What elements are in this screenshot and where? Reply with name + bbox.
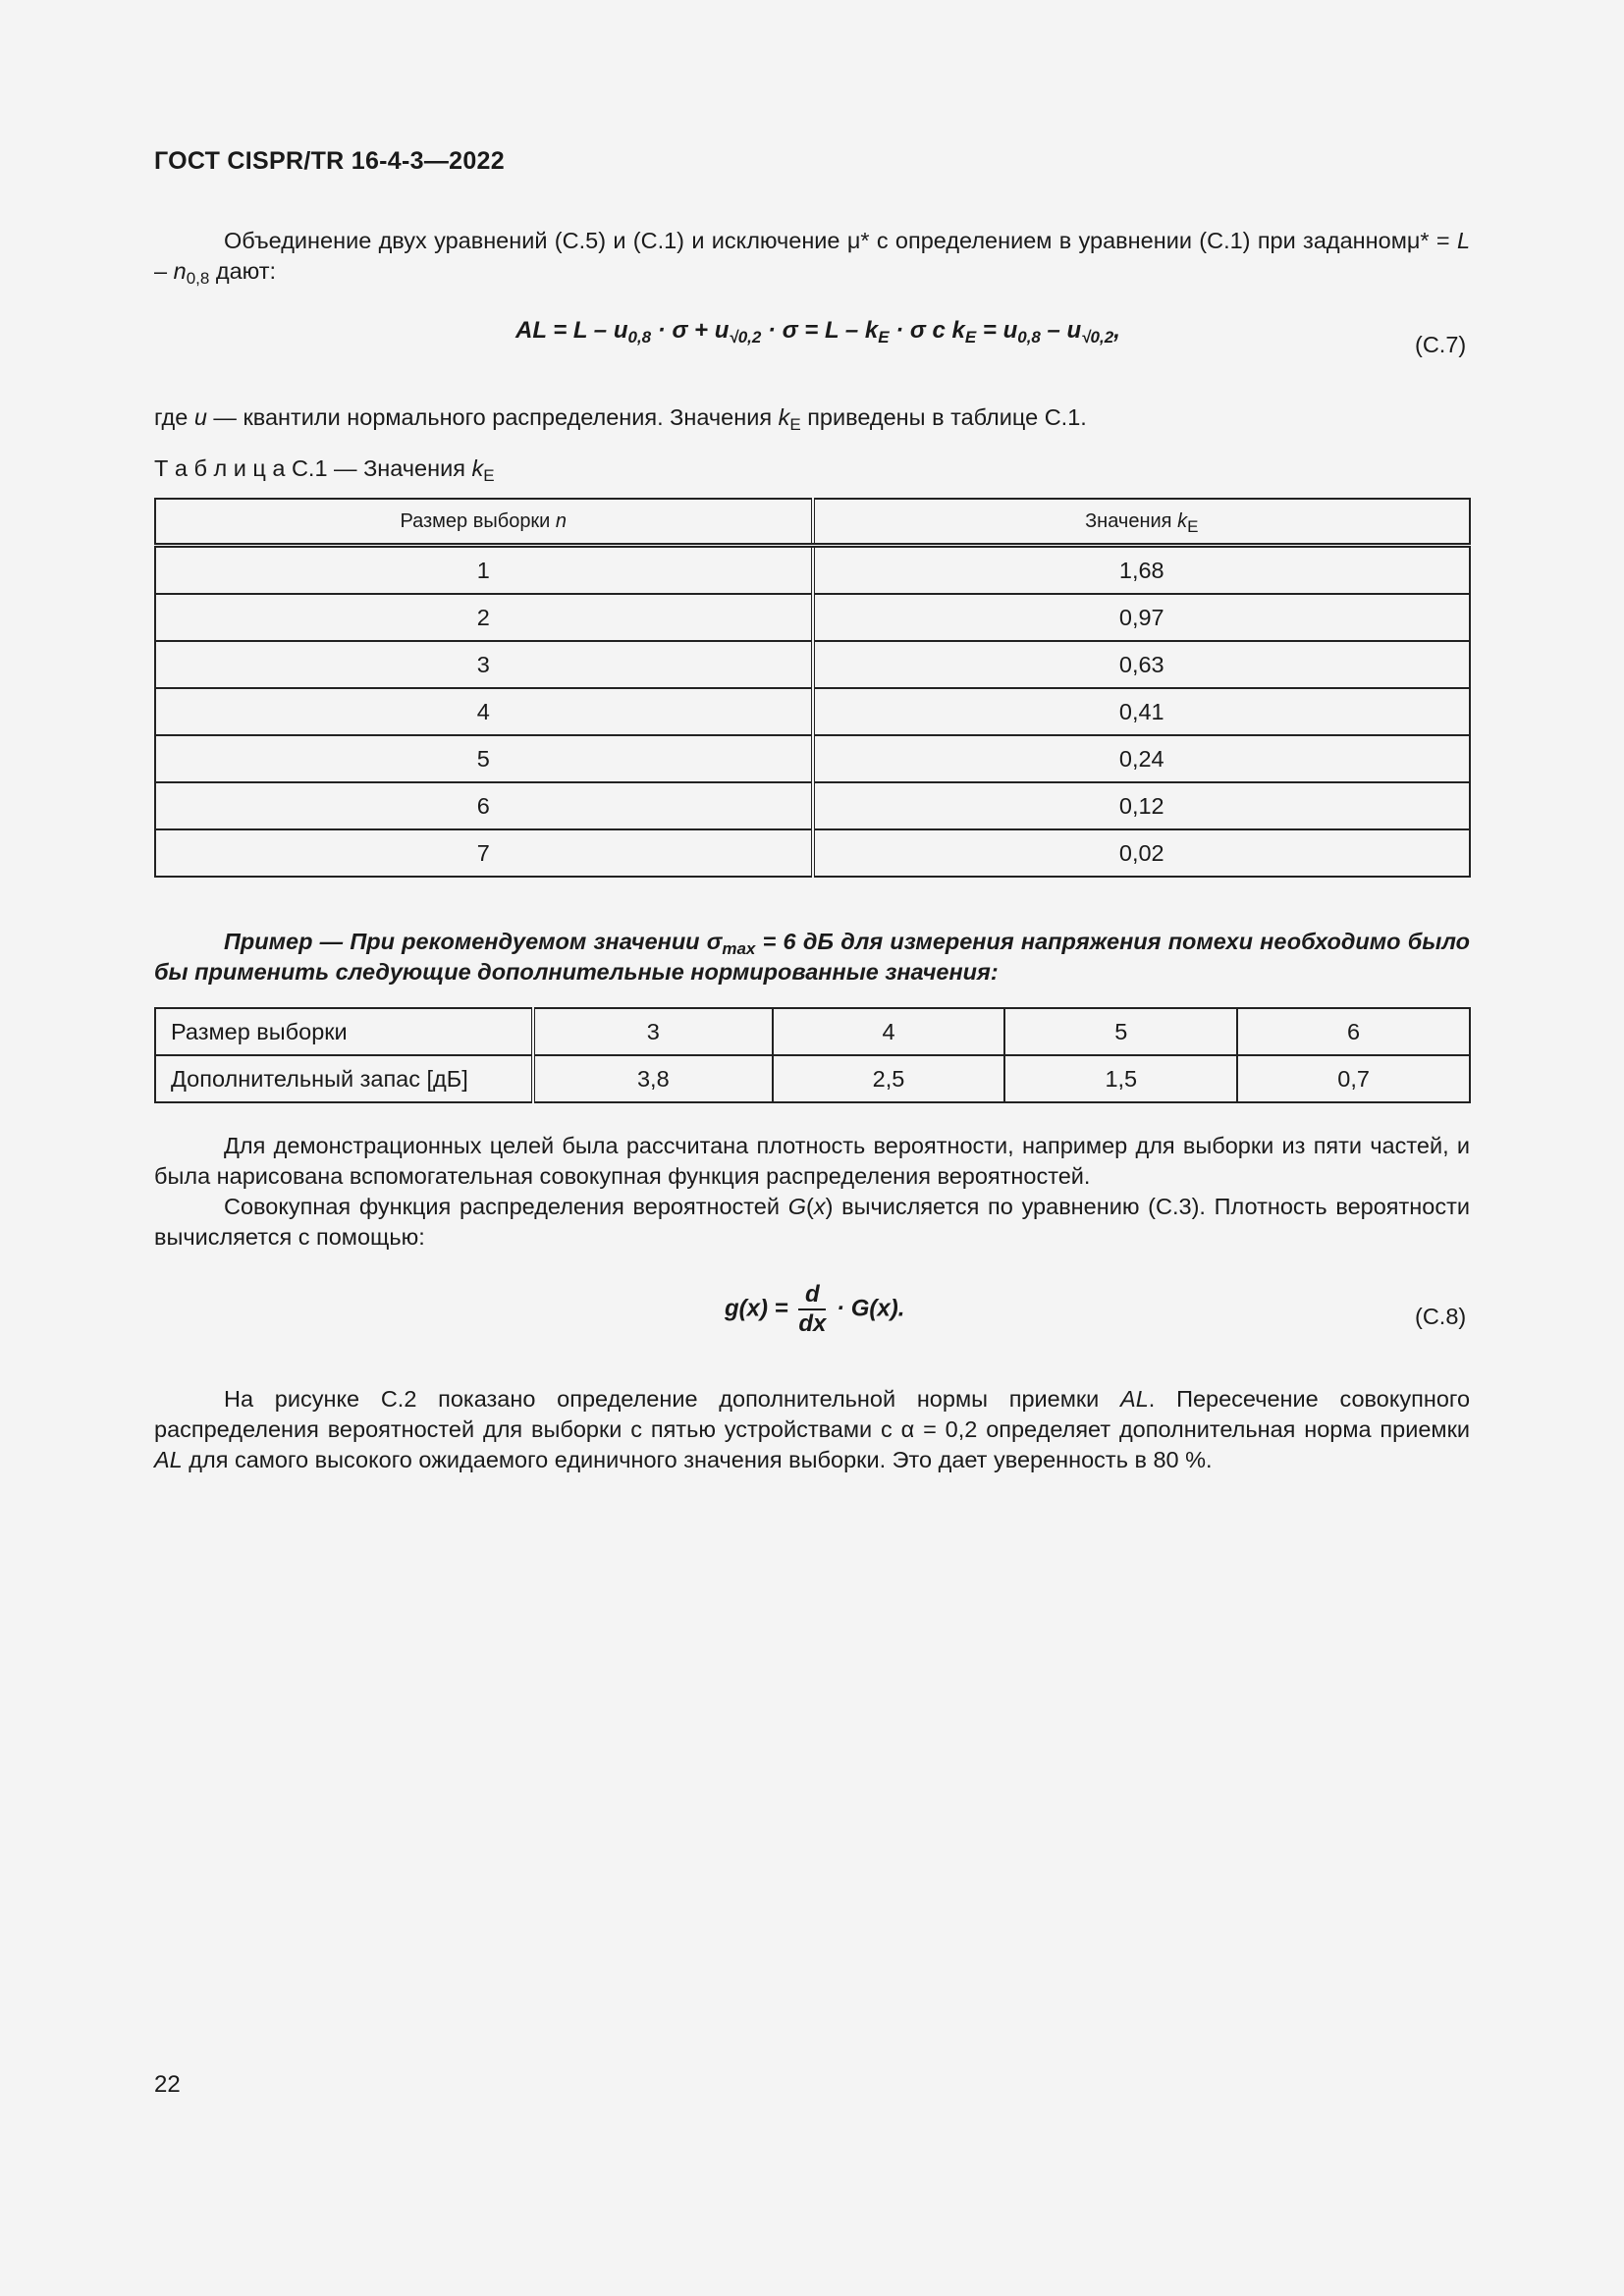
intro-n: n [173,258,187,284]
cumulative-G: G [787,1194,806,1219]
paragraph-quantiles [154,402,1470,433]
cell-k: 0,63 [813,641,1471,688]
figure-AL2: AL [154,1447,183,1472]
quantiles-suffix: приведены в таблице С.1. [800,404,1087,430]
page-number: 22 [154,2071,181,2098]
eq-c7-part7: , [1113,317,1120,344]
equation-c8-number: (С.8) [1415,1304,1467,1329]
table-row [155,688,1470,735]
table-row [155,641,1470,688]
cell-margin: 0,7 [1237,1055,1470,1102]
paragraph-demonstration: Для демонстрационных целей была рассчитана плотность вероятности, например для выборки из пяти частей, и была нарисована вспомогательная совокупная функция распределения вероятностей. [154,1133,1470,1189]
cumulative-x: x [813,1194,826,1219]
table-row [155,735,1470,782]
cell-k: 0,97 [813,594,1471,641]
example-note [154,927,1470,988]
example-sigma-sub: max [722,939,756,958]
intro-mid: – [154,258,174,284]
intro-line1: Объединение двух уравнений (С.5) и (С.1) и исключение μ* с определением в уравнении (С.1) при заданном [224,228,1407,253]
header-ke-text: Значения [1085,509,1178,532]
header-sample-size [155,499,813,546]
example-part2: = 6 дБ для измерения напряжения помехи необходимо было бы применить следующие дополнительные нормированные значения: [154,929,1471,985]
table-row [155,1055,1470,1102]
cell-margin: 2,5 [773,1055,1005,1102]
table-row [155,546,1470,595]
table-row [155,1008,1470,1055]
header-n: n [555,509,568,532]
header-ke-values [813,499,1471,546]
eq-c8-numerator: d [798,1281,826,1310]
eq-c7-sub6: √0,2 [1081,328,1114,347]
caption-prefix: Т а б л и ц а С.1 — Значения [154,455,472,481]
header-k: k [1177,509,1188,532]
table-row [155,782,1470,829]
paragraph-cumulative: Совокупная функция распределения вероятностей G(x) вычисляется по уравнению (С.3). Плотность вероятности вычисляется с помощью: [154,1194,1470,1250]
eq-c7-sub3: E [878,328,890,347]
table-c1-caption [154,455,495,485]
table-row [155,829,1470,877]
table-row [155,594,1470,641]
quantiles-prefix: где [154,404,194,430]
cell-k: 0,24 [813,735,1471,782]
example-part1: Пример — При рекомендуемом значении σ [224,929,723,954]
intro-prefix: μ* = [1406,228,1457,253]
cell-margin: 1,5 [1004,1055,1237,1102]
eq-c7-part6: – u [1040,317,1082,344]
cell-sample-size: 6 [1237,1008,1470,1055]
quantiles-k-sub: E [789,415,801,434]
eq-c7-part5: = u [976,317,1018,344]
caption-k-sub: E [483,466,495,485]
eq-c7-sub5: 0,8 [1017,328,1041,347]
eq-c7-sub4: E [964,328,977,347]
eq-c7-sub2: √0,2 [729,328,762,347]
cell-n: 4 [155,688,813,735]
cell-sample-size: 5 [1004,1008,1237,1055]
cell-n: 1 [155,546,813,595]
eq-c7-part4: · σ с k [889,317,965,344]
caption-k: k [471,455,484,481]
eq-c7-part3: · σ = L – k [761,317,879,344]
cell-k: 0,41 [813,688,1471,735]
cell-n: 2 [155,594,813,641]
cell-sample-size: 3 [533,1008,773,1055]
table-example [154,1007,1471,1103]
cell-n: 3 [155,641,813,688]
cell-n: 5 [155,735,813,782]
intro-n-sub: 0,8 [186,269,210,288]
cell-k: 0,12 [813,782,1471,829]
eq-c8-lhs: g(x) = [725,1295,788,1322]
eq-c8-rhs: · G(x). [837,1295,905,1322]
document-header: ГОСТ CISPR/TR 16-4-3—2022 [154,147,505,175]
figure-part3: для самого высокого ожидаемого единичного значения выборки. Это дает уверенность в 80 %. [182,1447,1213,1472]
header-sample-size-text: Размер выборки [400,509,556,532]
paragraph-figure [154,1384,1470,1475]
table-c1 [154,498,1471,878]
eq-c8-fraction [798,1281,826,1338]
figure-part1: На рисунке С.2 показано определение дополнительной нормы приемки [224,1386,1121,1412]
intro-L: L [1456,228,1471,253]
quantiles-k: k [778,404,790,430]
table-header-row [155,499,1470,546]
paragraph-intro [154,226,1470,287]
cell-margin: 3,8 [533,1055,773,1102]
quantiles-u: u [193,404,207,430]
eq-c7-sub1: 0,8 [627,328,652,347]
header-k-sub: E [1187,516,1199,536]
intro-suffix: дают: [209,258,277,284]
cumulative-suffix: вычисляется по уравнению (С.3). Плотность вероятности вычисляется с помощью: [154,1194,1470,1250]
figure-part2: . Пересечение совокупного распределения вероятностей для выборки с пятью устройствами с α = 0,2 определяет дополнительная норма приемки [154,1386,1471,1442]
row-label-margin: Дополнительный запас [дБ] [155,1055,533,1102]
row-label-sample-size: Размер выборки [155,1008,533,1055]
cell-n: 7 [155,829,813,877]
cumulative-prefix: Совокупная функция распределения вероятностей [224,1194,788,1219]
cell-n: 6 [155,782,813,829]
figure-AL1: AL [1120,1386,1149,1412]
quantiles-mid: — квантили нормального распределения. Значения [206,404,779,430]
equation-c7 [515,317,1120,345]
equation-c8 [725,1281,904,1338]
cell-k: 1,68 [813,546,1471,595]
eq-c7-part1: AL = L – u [515,317,628,344]
equation-c7-number: (С.7) [1415,332,1467,357]
eq-c7-part2: · σ + u [651,317,730,344]
eq-c8-denominator: dx [798,1310,827,1337]
cell-sample-size: 4 [773,1008,1005,1055]
cell-k: 0,02 [813,829,1471,877]
